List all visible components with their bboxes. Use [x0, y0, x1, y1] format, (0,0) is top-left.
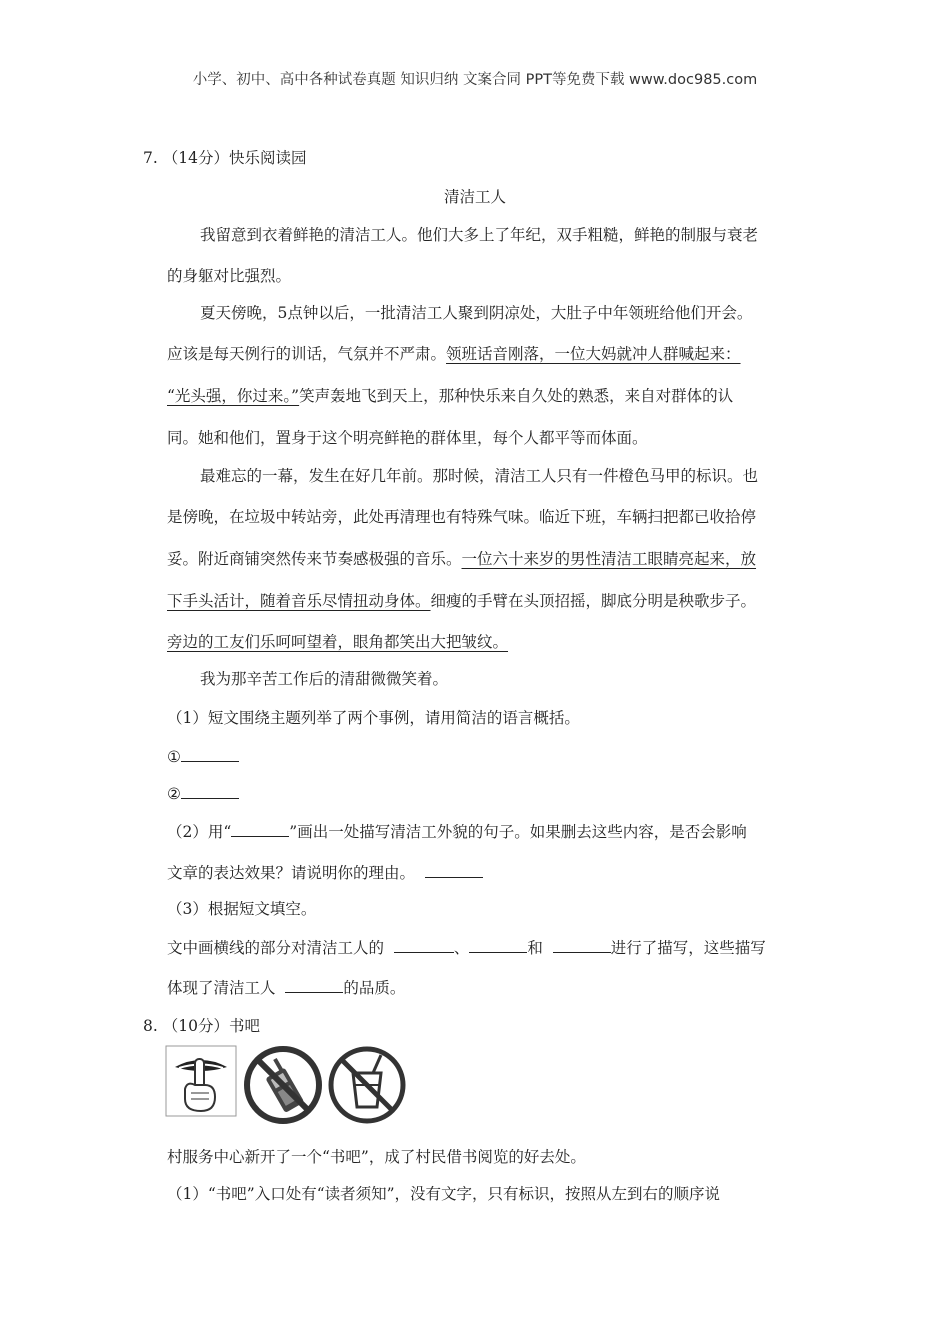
- underlined-sentence: “光头强，你过来。”: [167, 387, 300, 405]
- paragraph-3-line-2: 是傍晚，在垃圾中转站旁，此处再清理也有特殊气味。临近下班，车辆扫把都已收拾停: [167, 508, 757, 526]
- circled-2: ②: [167, 785, 181, 803]
- underlined-sentence: 下手头活计，随着音乐尽情扭动身体。: [167, 592, 431, 610]
- subquestion-3: （3）根据短文填空。: [167, 900, 317, 918]
- subquestion-1: （1）短文围绕主题列举了两个事例，请用简洁的语言概括。: [167, 709, 580, 727]
- answer-blank[interactable]: [181, 782, 239, 799]
- no-phone-icon: [243, 1045, 323, 1125]
- plain-text: 妥。附近商铺突然传来节奏感极强的音乐。: [167, 550, 462, 568]
- answer-blank[interactable]: [231, 820, 289, 837]
- answer-blank[interactable]: [394, 936, 454, 953]
- paragraph-3-line-5: [167, 631, 508, 653]
- underlined-sentence: 一位六十来岁的男性清洁工眼睛亮起来，放: [461, 550, 757, 568]
- paragraph-2-line-1: 夏天傍晚，5点钟以后，一批清洁工人聚到阴凉处，大肚子中年领班给他们开会。: [200, 304, 753, 322]
- question-8-intro: 村服务中心新开了一个“书吧”，成了村民借书阅览的好去处。: [167, 1148, 586, 1166]
- paragraph-3-line-3: [167, 548, 756, 570]
- answer-blank[interactable]: [425, 861, 483, 878]
- question-8-heading: 8. （10分）书吧: [143, 1017, 260, 1035]
- text: 、: [453, 939, 470, 957]
- page-header: 小学、初中、高中各种试卷真题 知识归纳 文案合同 PPT等免费下载 www.doc985.com: [192, 72, 758, 88]
- text: 和: [527, 939, 543, 957]
- underlined-sentence: 领班话音刚落，一位大妈就冲人群喊起来：: [446, 345, 741, 363]
- text: 体现了清洁工人: [167, 979, 276, 997]
- text: 的品质。: [343, 979, 406, 997]
- answer-blank[interactable]: [469, 936, 527, 953]
- paragraph-3-line-4: [167, 590, 756, 612]
- plain-text: 应该是每天例行的训话，气氛并不严肃。: [167, 345, 447, 363]
- answer-blank[interactable]: [181, 745, 239, 762]
- paragraph-1-line-2: 的身躯对比强烈。: [167, 267, 292, 285]
- answer-line-1: [167, 745, 239, 768]
- answer-blank[interactable]: [553, 936, 611, 953]
- text: 文章的表达效果？请说明你的理由。: [167, 864, 416, 882]
- text: 文中画横线的部分对清洁工人的: [167, 939, 385, 957]
- no-drinks-icon: [327, 1045, 407, 1125]
- paragraph-4: 我为那辛苦工作后的清甜微微笑着。: [200, 670, 449, 688]
- paragraph-2-line-4: 同。她和他们，置身于这个明亮鲜艳的群体里，每个人都平等而体面。: [167, 429, 648, 447]
- subquestion-2-line-1: [167, 820, 747, 843]
- paragraph-3-line-1: 最难忘的一幕，发生在好几年前。那时候，清洁工人只有一件橙色马甲的标识。也: [200, 467, 759, 485]
- subquestion-2-line-2: [167, 861, 483, 884]
- quiet-please-icon: [165, 1045, 237, 1117]
- answer-blank[interactable]: [285, 976, 343, 993]
- paragraph-2-line-3: [167, 385, 733, 407]
- question-8-subquestion-1: （1）“书吧”入口处有“读者须知”，没有文字，只有标识，按照从左到右的顺序说: [167, 1185, 721, 1203]
- text: ”画出一处描写清洁工外貌的句子。如果删去这些内容，是否会影响: [289, 823, 747, 841]
- passage-title: 清洁工人: [443, 188, 506, 206]
- underlined-sentence: 旁边的工友们乐呵呵望着，眼角都笑出大把皱纹。: [167, 633, 509, 651]
- plain-text: 细瘦的手臂在头顶招摇，脚底分明是秧歌步子。: [430, 592, 757, 610]
- paragraph-1-line-1: 我留意到衣着鲜艳的清洁工人。他们大多上了年纪，双手粗糙，鲜艳的制服与衰老: [200, 226, 759, 244]
- text: 进行了描写，这些描写: [610, 939, 766, 957]
- question-7-heading: 7. （14分）快乐阅读园: [143, 149, 307, 167]
- subquestion-3-line-2: [167, 976, 405, 999]
- plain-text: 笑声轰地飞到天上，那种快乐来自久处的熟悉，来自对群体的认: [299, 387, 734, 405]
- text: （2）用“: [167, 823, 232, 841]
- subquestion-3-line-1: [167, 936, 766, 959]
- circled-1: ①: [167, 748, 181, 766]
- paragraph-2-line-2: [167, 343, 741, 365]
- answer-line-2: [167, 782, 239, 805]
